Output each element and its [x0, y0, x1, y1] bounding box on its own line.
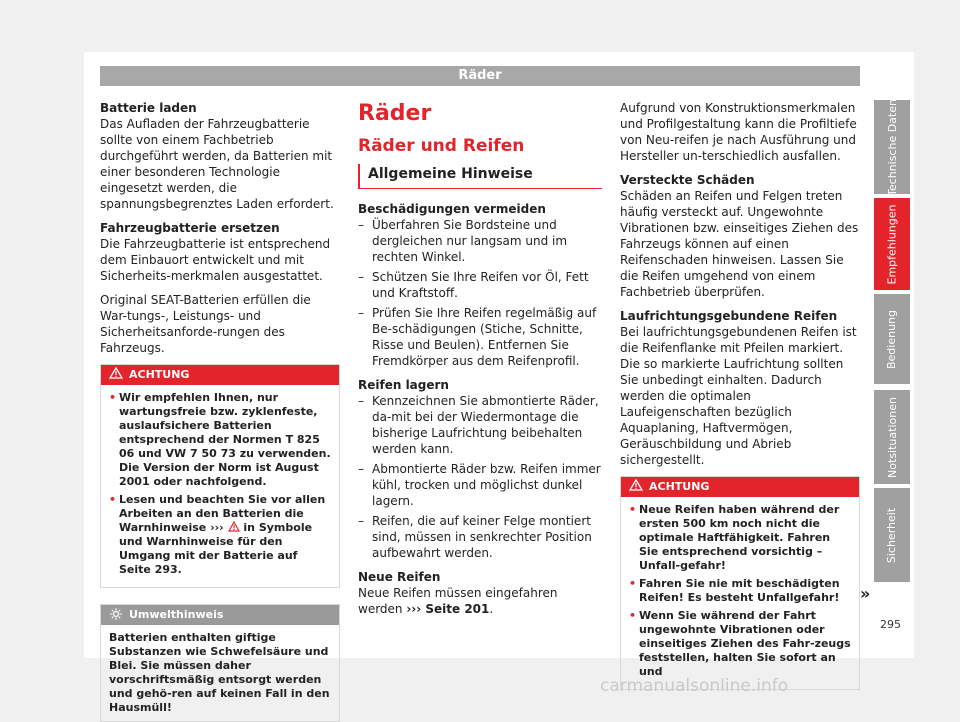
warning-triangle-icon	[109, 367, 123, 379]
heading-batterie-laden: Batterie laden	[100, 101, 197, 115]
warning-header	[101, 365, 339, 385]
warning-title: ACHTUNG	[649, 480, 710, 493]
warning-triangle-icon	[228, 521, 240, 532]
tab-notsituationen[interactable]: Notsituationen	[874, 390, 910, 484]
list-item: – Kennzeichnen Sie abmontierte Räder, da-mit bei der Wiedermontage die bisherige Laufrichtung beibehalten werden kann.	[358, 394, 599, 456]
heading-laufrichtung: Laufrichtungsgebundene Reifen	[620, 309, 838, 323]
chapter-title: Räder	[358, 101, 432, 126]
warning-item: • Neue Reifen haben während der ersten 500 km noch nicht die optimale Haftfähigkeit. Fahren Sie entsprechend vorsichtig – Unfall-gefahr!	[629, 503, 840, 572]
list-item: – Schützen Sie Ihre Reifen vor Öl, Fett und Kraftstoff.	[358, 270, 589, 300]
tab-bedienung[interactable]: Bedienung	[874, 294, 910, 384]
warning-item: • Wenn Sie während der Fahrt ungewohnte Vibrationen oder einseitiges Ziehen des Fahr-zeugs feststellen, halten Sie sofort an und	[629, 609, 851, 678]
continued-arrow: »	[860, 584, 871, 603]
list-item: – Überfahren Sie Bordsteine und dergleichen nur langsam und im rechten Winkel.	[358, 218, 568, 264]
paragraph: Bei laufrichtungsgebundenen Reifen ist die Reifenflanke mit Pfeilen markiert. Die so markierte Laufrichtung sollten Sie unbedingt einhalten. Dadurch werden die optimalen Laufeigenschaften bezüglich Aquaplaning, Haftvermögen, Geräuschbildung und Abrieb sichergestellt.	[620, 325, 857, 467]
tab-technische-daten[interactable]: Technische Daten	[874, 100, 910, 194]
environment-header	[101, 605, 339, 625]
environment-box	[100, 604, 340, 722]
warning-body	[621, 497, 859, 689]
heading-beschaedigungen: Beschädigungen vermeiden	[358, 202, 546, 216]
paragraph: Neue Reifen müssen eingefahren werden ››› Seite 201.	[358, 586, 558, 616]
heading-reifen-lagern: Reifen lagern	[358, 378, 449, 392]
paragraph: Original SEAT-Batterien erfüllen die War-tungs-, Leistungs- und Sicherheitsanforde-rungen des Fahrzeugs.	[100, 293, 311, 355]
paragraph: Schäden an Reifen und Felgen treten häufig versteckt auf. Ungewohnte Vibrationen bzw. einseitiges Ziehen des Fahrzeugs können auf einen Reifenschaden hinweisen. Lassen Sie die Reifen umgehend von einem Fachbetrieb überprüfen.	[620, 189, 859, 299]
warning-body	[101, 385, 339, 587]
page-header: Räder	[100, 66, 860, 86]
tab-sicherheit[interactable]: Sicherheit	[874, 488, 910, 582]
list-item: – Abmontierte Räder bzw. Reifen immer kühl, trocken und möglichst dunkel lagern.	[358, 462, 601, 508]
warning-header	[621, 477, 859, 497]
section-title: Räder und Reifen	[358, 136, 525, 156]
warning-triangle-icon	[629, 479, 643, 491]
warning-item: • Fahren Sie nie mit beschädigten Reifen! Es besteht Unfallgefahr!	[629, 577, 840, 604]
warning-box	[620, 476, 860, 690]
heading-batterie-ersetzen: Fahrzeugbatterie ersetzen	[100, 221, 280, 235]
tab-empfehlungen[interactable]: Empfehlungen	[874, 198, 910, 290]
page-number: 295	[880, 618, 901, 631]
environment-body: Batterien enthalten giftige Substanzen wie Schwefelsäure und Blei. Sie müssen daher vorschriftsmäßig entsorgt werden und gehö-ren auf keinen Fall in den Hausmüll!	[109, 631, 330, 714]
list-beschaedigungen	[358, 217, 602, 369]
paragraph: Das Aufladen der Fahrzeugbatterie sollte von einem Fachbetrieb durchgeführt werden, da Batterien mit einer besonderen Technologie eingesetzt werden, die spannungsbegrenztes Laden erfordert.	[100, 117, 334, 211]
leaf-icon	[109, 607, 123, 621]
warning-item: • Lesen und beachten Sie vor allen Arbeiten an den Batterien die Warnhinweise ››› in Symbole und Warnhinweise für den Umgang mit der Batterie auf Seite 293.	[109, 493, 326, 576]
warning-box	[100, 364, 340, 588]
environment-title: Umwelthinweis	[129, 608, 224, 621]
list-item: – Reifen, die auf keiner Felge montiert sind, müssen in senkrechter Position aufbewahrt werden.	[358, 514, 592, 560]
warning-title: ACHTUNG	[129, 368, 190, 381]
watermark: carmanualsonline.info	[600, 676, 789, 696]
cross-reference-arrows[interactable]: ›››	[210, 521, 224, 534]
warning-item: • Wir empfehlen Ihnen, nur wartungsfreie bzw. zyklenfeste, auslaufsichere Batterien entsprechend der Normen T 825 06 und VW 7 50 73 zu verwenden. Die Version der Norm ist August 2001 oder nachfolgend.	[109, 391, 331, 488]
column-right	[620, 100, 860, 690]
heading-versteckte-schaeden: Versteckte Schäden	[620, 173, 755, 187]
page-reference-link[interactable]: ››› Seite 201	[406, 602, 490, 616]
paragraph: Aufgrund von Konstruktionsmerkmalen und Profilgestaltung kann die Profiltiefe von Neu-reifen je nach Ausführung und Hersteller un-terschiedlich ausfallen.	[620, 101, 857, 163]
paragraph: Die Fahrzeugbatterie ist entsprechend dem Einbauort entwickelt und mit Sicherheits-merkmalen ausgestattet.	[100, 237, 331, 283]
column-middle	[358, 100, 602, 617]
subsection-title: Allgemeine Hinweise	[358, 164, 602, 189]
heading-neue-reifen: Neue Reifen	[358, 570, 441, 584]
list-item: – Prüfen Sie Ihre Reifen regelmäßig auf Be-schädigungen (Stiche, Schnitte, Risse und Beulen). Entfernen Sie Fremdkörper aus dem Reifenprofil.	[358, 306, 597, 368]
column-left	[100, 100, 340, 722]
list-reifen-lagern	[358, 393, 602, 561]
